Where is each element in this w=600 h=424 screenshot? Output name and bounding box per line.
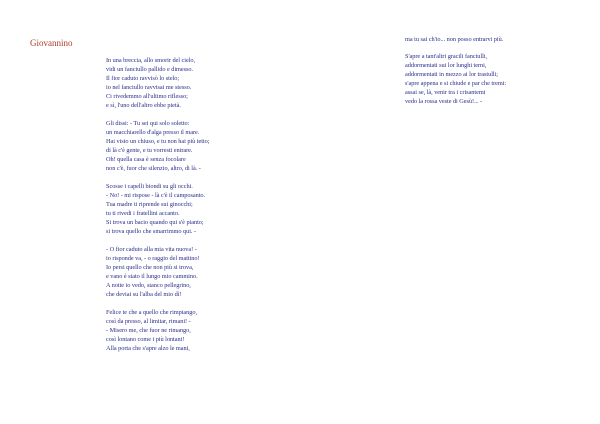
poem-line: Felice te che a quello che rimpiango,	[106, 309, 197, 316]
poem-left-column	[106, 56, 306, 362]
poem-line: s'apre appena e si chiude e par che tremi:	[405, 80, 507, 87]
poem-line: Il fior caduto ravvisò lo stelo;	[106, 75, 180, 82]
stanza	[106, 56, 306, 110]
poem-line: Ci rivedemmo all'ultimo riflesso;	[106, 93, 188, 100]
stanza	[106, 245, 306, 299]
poem-line: non c'è, fuor che silenzio, altro, di là. -	[106, 165, 201, 172]
poem-line: io nel fanciullo ravvisai me stesso.	[106, 84, 192, 91]
poem-line: addormentati sui lor lunghi terni,	[405, 62, 487, 69]
page-title: Giovannino	[30, 38, 73, 48]
poem-line: di là c'è gente, e tu vorresti entrare.	[106, 147, 193, 154]
poem-line: Alla porta che s'apre alzo le mani,	[106, 345, 190, 352]
poem-line: addormentati in mezzo ai lor trastulli;	[405, 71, 498, 78]
poem-line: S'apre a tant'altri gracili fanciulli,	[405, 53, 488, 60]
poem-line: Gli dissi: - Tu sei qui solo soletto:	[106, 120, 190, 127]
poem-line: Io persi quello che non più si trova,	[106, 264, 194, 271]
poem-line: A notte io vedo, stanco pellegrino,	[106, 282, 191, 289]
poem-line: così lontano come i più lontani!	[106, 336, 185, 343]
poem-line: assai se, là, venir tra i crisantemi	[405, 89, 486, 96]
poem-right-column	[405, 35, 595, 115]
poem-line: Tua madre ti riprende sui ginocchi;	[106, 201, 193, 208]
stanza	[106, 119, 306, 173]
poem-line: vidi un fanciullo pallido e dimesso.	[106, 66, 194, 73]
stanza	[106, 182, 306, 236]
poem-line: - O fior caduto alla mia vita nuova! -	[106, 246, 197, 253]
poem-line: - No! - mi rispose - là c'è il camposanto.	[106, 192, 206, 199]
poem-line: e vano è stato il lungo mio cammino.	[106, 273, 198, 280]
poem-line: Oh! quella casa è senza focolare	[106, 156, 186, 163]
poem-line: Si trova un bacio quando qui s'è pianto;	[106, 219, 204, 226]
poem-line: così da presso, al limitar, rimani! -	[106, 318, 191, 325]
poem-line: un macchiarello d'alga presso il mare.	[106, 129, 200, 136]
poem-line: Scosse i capelli biondi su gli occhi.	[106, 183, 193, 190]
poem-line: che deviai su l'alba del mio dì!	[106, 291, 182, 298]
poem-line: si trova quello che smarrimmo qui. -	[106, 228, 197, 235]
poem-line: In una breccia, allo smorir del cielo,	[106, 57, 196, 64]
poem-line: vedo la rossa veste di Gesù!... -	[405, 98, 483, 105]
poem-line: - Misero me, che fuor ne rimango,	[106, 327, 191, 334]
poem-line: io risponde va, - o raggio del mattino!	[106, 255, 200, 262]
stanza	[405, 52, 595, 106]
poem-line: e sì, l'uno dell'altro ebbe pietà.	[106, 102, 181, 109]
stanza	[106, 308, 306, 353]
poem-line: Hai visto un chiuso, e tu non hai più tetto;	[106, 138, 210, 145]
poem-line: tu ti rivedi i fratellini accanto.	[106, 210, 180, 217]
stanza-continuation	[405, 35, 595, 44]
poem-line: ma tu sai ch'io... non posso entrarvi più.	[405, 36, 504, 43]
